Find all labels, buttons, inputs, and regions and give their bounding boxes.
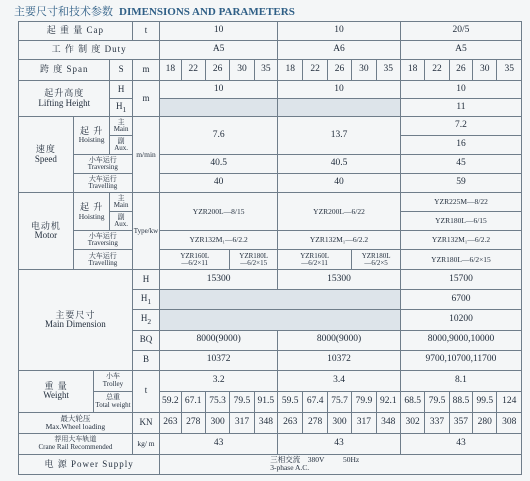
dim-bq-value: 8000(9000) xyxy=(160,330,278,350)
motor-travel-value: YZR180L—6/2×15 xyxy=(400,250,521,270)
power-supply-value: 三相交流 380V 50Hz 3-phase A.C. xyxy=(160,454,522,474)
row-dim-h xyxy=(19,270,522,290)
wheel-load-value: 263 xyxy=(278,412,303,433)
motor-label: 电动机 Motor xyxy=(19,193,74,270)
row-weight-trolley xyxy=(19,370,522,391)
speed-travel-value: 59 xyxy=(400,174,521,193)
wheel-load-value: 263 xyxy=(160,412,181,433)
row-span xyxy=(19,60,522,81)
dim-b-value: 10372 xyxy=(278,350,401,370)
row-duty xyxy=(19,41,522,60)
span-value: 22 xyxy=(425,60,449,81)
speed-aux-value: 16 xyxy=(400,136,521,155)
title-chinese: 主要尺寸和技术参数 xyxy=(14,6,113,18)
duty-value: A5 xyxy=(400,41,521,60)
cap-value: 10 xyxy=(278,22,401,41)
speed-main-value: 7.2 xyxy=(400,117,521,136)
trolley-weight-value: 3.2 xyxy=(160,370,278,391)
wheel-load-value: 337 xyxy=(425,412,449,433)
wheel-loading-label: 最大轮压 Max.Wheel loading xyxy=(19,412,133,433)
span-value: 30 xyxy=(473,60,497,81)
dim-bq-symbol: BQ xyxy=(132,330,159,350)
row-speed-travel xyxy=(19,174,522,193)
dim-h1-value: 6700 xyxy=(400,290,521,310)
lifting-height-label: 起升高度 Lifting Height xyxy=(19,81,110,117)
speed-travel-value: 40 xyxy=(160,174,278,193)
dim-h1-symbol: $H_1$ xyxy=(132,290,159,310)
trolley-label: 小车 Trolley xyxy=(94,370,133,391)
row-motor-travel xyxy=(19,250,522,270)
motor-traversing-label: 小车运行 Traversing xyxy=(73,231,132,250)
total-weight-label: 总重 Total weight xyxy=(94,391,133,412)
speed-travelling-label: 大车运行 Travelling xyxy=(73,174,132,193)
power-supply-label: 电 源 Power Supply xyxy=(19,454,160,474)
wheel-load-value: 278 xyxy=(303,412,327,433)
motor-main-label: 主 Main xyxy=(110,193,132,212)
wheel-load-value: 348 xyxy=(254,412,277,433)
span-value: 26 xyxy=(205,60,229,81)
total-weight-value: 91.5 xyxy=(254,391,277,412)
weight-unit: t xyxy=(132,370,159,412)
speed-label: 速度 Speed xyxy=(19,117,74,193)
lift-unit: m xyxy=(132,81,159,117)
speed-travel-value: 40 xyxy=(278,174,401,193)
speed-hoisting-label: 起 升 Hoisting xyxy=(73,117,110,155)
total-weight-value: 79.9 xyxy=(352,391,376,412)
empty-cell xyxy=(160,99,278,117)
speed-aux-label: 副 Aux. xyxy=(110,136,132,155)
rail-value: 43 xyxy=(160,433,278,454)
motor-unit: Type/kw xyxy=(132,193,159,270)
parameters-table xyxy=(18,21,522,475)
span-value: 18 xyxy=(160,60,181,81)
dim-h2-value: 10200 xyxy=(400,310,521,330)
span-unit: m xyxy=(132,60,159,81)
motor-travel-value: YZR160L —6/2×11 xyxy=(278,250,352,270)
speed-trav-value: 45 xyxy=(400,155,521,174)
rail-unit: kg/ m xyxy=(132,433,159,454)
dim-h2-symbol: $H_2$ xyxy=(132,310,159,330)
total-weight-value: 75.3 xyxy=(205,391,229,412)
total-weight-value: 79.5 xyxy=(230,391,254,412)
duty-value: A5 xyxy=(160,41,278,60)
span-value: 26 xyxy=(449,60,472,81)
dim-h-value: 15300 xyxy=(160,270,278,290)
wheel-load-value: 308 xyxy=(497,412,522,433)
speed-main-label: 主 Main xyxy=(110,117,132,136)
span-value: 30 xyxy=(230,60,254,81)
row-speed-trav xyxy=(19,155,522,174)
lift-h1-value: 11 xyxy=(400,99,521,117)
total-weight-value: 68.5 xyxy=(400,391,424,412)
span-symbol: S xyxy=(110,60,132,81)
span-value: 22 xyxy=(303,60,327,81)
total-weight-value: 59.2 xyxy=(160,391,181,412)
motor-hoisting-label: 起 升 Hoisting xyxy=(73,193,110,231)
trolley-weight-value: 3.4 xyxy=(278,370,401,391)
span-value: 35 xyxy=(254,60,277,81)
empty-cell xyxy=(160,290,401,310)
row-motor-trav xyxy=(19,231,522,250)
cap-unit: t xyxy=(132,22,159,41)
span-value: 22 xyxy=(181,60,205,81)
speed-hoist-value: 7.6 xyxy=(160,117,278,155)
row-weight-total xyxy=(19,391,522,412)
motor-travel-value: YZR160L —6/2×11 xyxy=(160,250,230,270)
trolley-weight-value: 8.1 xyxy=(400,370,521,391)
dim-h-value: 15300 xyxy=(278,270,401,290)
motor-hoist-value: YZR200L—6/22 xyxy=(278,193,401,231)
page-title xyxy=(14,4,295,20)
rail-value: 43 xyxy=(278,433,401,454)
empty-cell xyxy=(160,310,401,330)
lift-h1-symbol: $H_1$ xyxy=(110,99,132,117)
speed-hoist-value: 13.7 xyxy=(278,117,401,155)
motor-hoist-value: YZR200L—8/15 xyxy=(160,193,278,231)
total-weight-value: 59.5 xyxy=(278,391,303,412)
crane-rail-label: 荐用大车轨道 Crane Rail Recommended xyxy=(19,433,133,454)
total-weight-value: 67.1 xyxy=(181,391,205,412)
wheel-load-value: 300 xyxy=(327,412,351,433)
total-weight-value: 79.5 xyxy=(425,391,449,412)
dim-h-value: 15700 xyxy=(400,270,521,290)
wheel-load-value: 278 xyxy=(181,412,205,433)
speed-trav-value: 40.5 xyxy=(160,155,278,174)
dim-h-symbol: H xyxy=(132,270,159,290)
span-value: 18 xyxy=(278,60,303,81)
wheel-load-value: 302 xyxy=(400,412,424,433)
span-value: 18 xyxy=(400,60,424,81)
motor-aux-label: 副 Aux. xyxy=(110,212,132,231)
speed-trav-value: 40.5 xyxy=(278,155,401,174)
motor-trav-value: YZR132M₁—6/2.2 xyxy=(160,231,278,250)
duty-value: A6 xyxy=(278,41,401,60)
span-label: 跨 度 Span xyxy=(19,60,110,81)
motor-trav-value: YZR132M₁—6/2.2 xyxy=(278,231,401,250)
wheel-unit: KN xyxy=(132,412,159,433)
empty-cell xyxy=(278,99,401,117)
row-cap xyxy=(19,22,522,41)
rail-value: 43 xyxy=(400,433,521,454)
motor-travel-value: YZR180L —6/2×5 xyxy=(352,250,401,270)
total-weight-value: 75.7 xyxy=(327,391,351,412)
row-lift-h xyxy=(19,81,522,99)
dim-b-value: 9700,10700,11700 xyxy=(400,350,521,370)
total-weight-value: 92.1 xyxy=(376,391,400,412)
wheel-load-value: 300 xyxy=(205,412,229,433)
dim-b-symbol: B xyxy=(132,350,159,370)
total-weight-value: 88.5 xyxy=(449,391,472,412)
span-value: 26 xyxy=(327,60,351,81)
main-dimension-label: 主要尺寸 Main Dimension xyxy=(19,270,133,370)
dim-bq-value: 8000,9000,10000 xyxy=(400,330,521,350)
lift-h-symbol: H xyxy=(110,81,132,99)
duty-label: 工 作 制 度 Duty xyxy=(19,41,160,60)
wheel-load-value: 280 xyxy=(473,412,497,433)
lift-h-value: 10 xyxy=(400,81,521,99)
title-english: DIMENSIONS AND PARAMETERS xyxy=(119,6,295,18)
span-value: 35 xyxy=(376,60,400,81)
speed-unit: m/min xyxy=(132,117,159,193)
row-rail xyxy=(19,433,522,454)
span-value: 30 xyxy=(352,60,376,81)
motor-travel-value: YZR180L —6/2×15 xyxy=(230,250,278,270)
speed-traversing-label: 小车运行 Traversing xyxy=(73,155,132,174)
motor-trav-value: YZR132M₁—6/2.2 xyxy=(400,231,521,250)
lift-h-value: 10 xyxy=(160,81,278,99)
lift-h-value: 10 xyxy=(278,81,401,99)
dim-bq-value: 8000(9000) xyxy=(278,330,401,350)
row-wheel xyxy=(19,412,522,433)
motor-travelling-label: 大车运行 Travelling xyxy=(73,250,132,270)
cap-value: 20/5 xyxy=(400,22,521,41)
cap-value: 10 xyxy=(160,22,278,41)
total-weight-value: 67.4 xyxy=(303,391,327,412)
wheel-load-value: 357 xyxy=(449,412,472,433)
motor-aux-value: YZR180L—6/15 xyxy=(400,212,521,231)
row-power xyxy=(19,454,522,474)
total-weight-value: 99.5 xyxy=(473,391,497,412)
wheel-load-value: 348 xyxy=(376,412,400,433)
weight-label: 重 量 Weight xyxy=(19,370,94,412)
row-speed-main xyxy=(19,117,522,136)
cap-label: 起 重 量 Cap xyxy=(19,22,133,41)
span-value: 35 xyxy=(497,60,522,81)
total-weight-value: 124 xyxy=(497,391,522,412)
dim-b-value: 10372 xyxy=(160,350,278,370)
row-motor-main xyxy=(19,193,522,212)
wheel-load-value: 317 xyxy=(230,412,254,433)
wheel-load-value: 317 xyxy=(352,412,376,433)
motor-main-value: YZR225M—8/22 xyxy=(400,193,521,212)
